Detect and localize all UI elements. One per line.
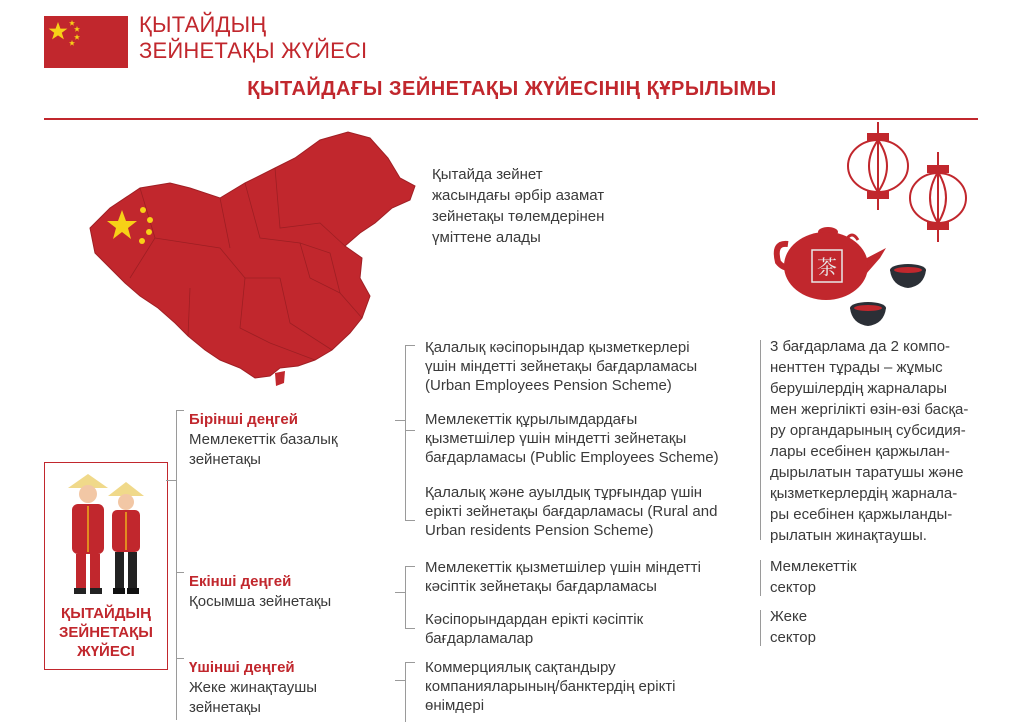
bracket-line [405,662,406,722]
program-item: Мемлекеттік қызметшілер үшін міндетті кәсіптік зейнетақы бағдарламасы [425,559,701,595]
chinese-couple-icon [58,472,154,596]
connector [395,420,405,421]
connector [405,628,415,629]
tier-title: Бірінші деңгей [189,411,298,428]
tier-3: Үшінші деңгей Жеке жинақтаушы зейнетақы [189,659,318,716]
bracket-line [405,345,406,520]
tier-title: Үшінші деңгей [189,659,295,676]
brand-title-line1: ҚЫТАЙДЫҢ [139,12,267,37]
note-text: Мемлекеттік сектор [770,558,857,596]
brand-title [139,12,367,64]
system-box-title: ҚЫТАЙДЫҢ ЗЕЙНЕТАҚЫ ЖҮЙЕСІ [59,605,153,660]
tier-1: Бірінші деңгей Мемлекеттік базалық зейнетақы [189,411,338,468]
connector [166,480,176,481]
bracket-line [760,340,761,540]
tea-glyph: 茶 [817,255,837,279]
tier-title: Екінші деңгей [189,573,292,590]
connector [395,680,405,681]
bracket-line [405,566,406,628]
connector [176,410,184,411]
program-item: Мемлекеттік құрылымдардағы қызметшілер үшін міндетті зейнетақы бағдарламасы (Public Employees Scheme) [425,411,719,466]
connector [405,520,415,521]
page-title: ҚЫТАЙДАҒЫ ЗЕЙНЕТАҚЫ ЖҮЙЕСІНІҢ ҚҰРЫЛЫМЫ [247,78,777,100]
bracket-line [760,610,761,646]
intro-text: Қытайда зейнет жасындағы әрбір азамат зейнетақы төлемдерінен үміттене алады [432,166,605,246]
tier-trunk-line [176,410,177,720]
connector [176,658,184,659]
teapot-icon [768,212,978,330]
china-map-icon [70,128,420,396]
brand-title-line2: ЗЕЙНЕТАҚЫ ЖҮЙЕСІ [139,38,368,63]
connector [405,662,415,663]
program-item: Кәсіпорындардан ерікті кәсіптік бағдарламалар [425,611,644,647]
note-text: Жеке сектор [770,608,816,646]
connector [395,592,405,593]
bracket-line [760,560,761,596]
program-item: Коммерциялық сақтандыру компанияларының/банктердің ерікті өнімдері [425,659,676,714]
connector [405,345,415,346]
tier-2: Екінші деңгей Қосымша зейнетақы [189,573,332,610]
program-item: Қалалық және ауылдық тұрғындар үшін ерікті зейнетақы бағдарламасы (Rural and Urban residents Pension Scheme) [425,484,718,539]
connector [405,430,415,431]
note-text: 3 бағдарлама да 2 компо- ненттен тұрады – жұмыс берушілердің жарналары мен жергілікті өзін-өзі басқа- ру органдарының субсидия- лары есебінен қаржылан- дырылатын таратушы және қызметкерлердің жарнала- ры есебінен қаржыланды- рылатын жинақтаушы. [770,338,969,544]
connector [176,572,184,573]
title-divider [44,118,978,120]
program-item: Қалалық кәсіпорындар қызметкерлері үшін міндетті зейнетақы бағдарламасы (Urban Employees Pension Scheme) [425,339,698,394]
china-flag-icon [44,16,128,68]
connector [405,566,415,567]
